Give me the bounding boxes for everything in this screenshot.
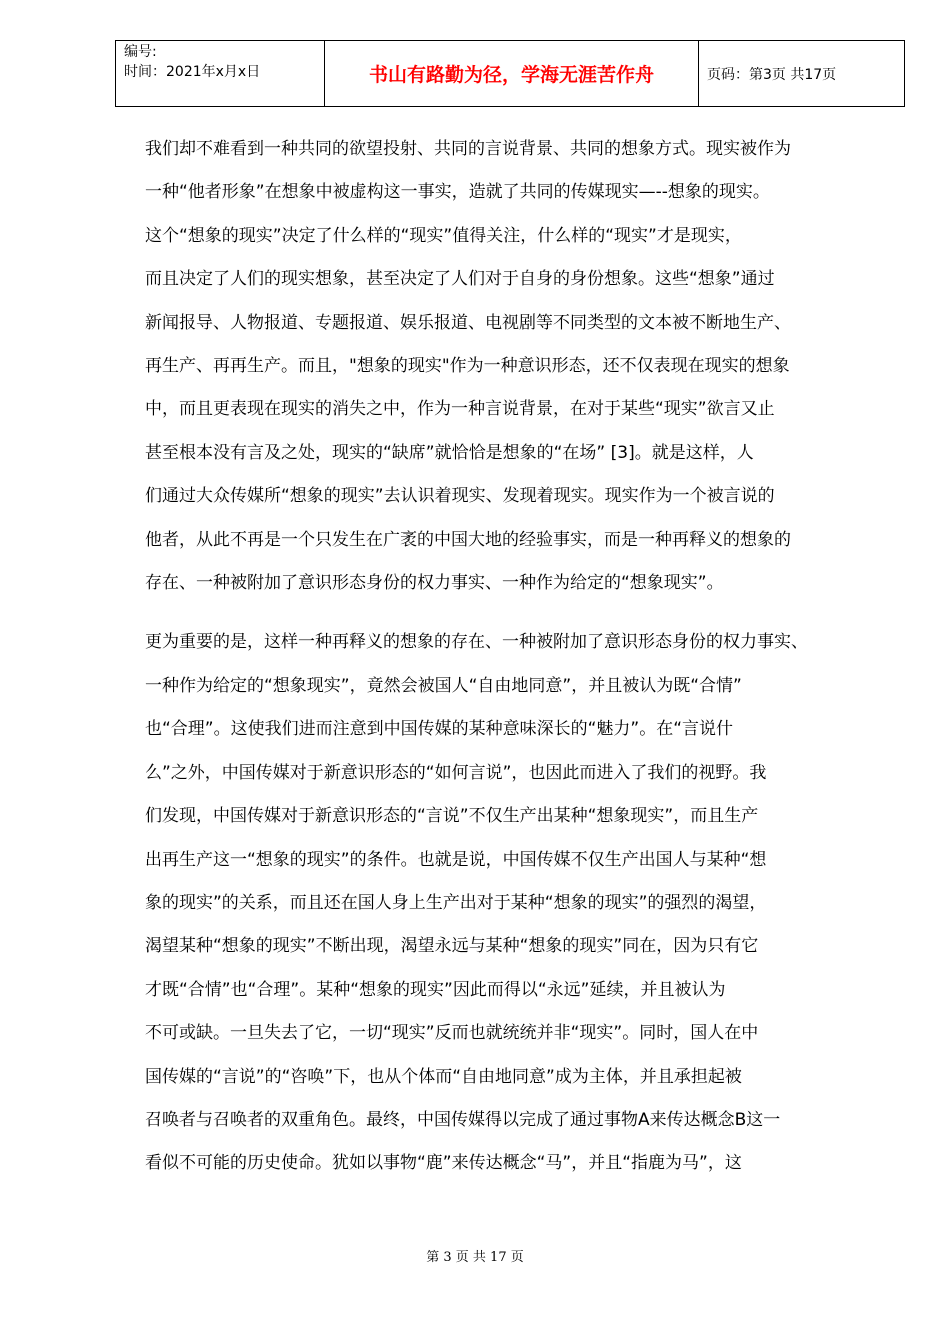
text-line: 也“合理”。这使我们进而注意到中国传媒的某种意味深长的“魅力”。在“言说什 [145, 719, 734, 740]
text-line: 们发现，中国传媒对于新意识形态的“言说”不仅生产出某种“想象现实”，而且生产 [145, 806, 759, 827]
paragraph-1 [145, 128, 877, 605]
text-line: 一种作为给定的“想象现实”，竟然会被国人“自由地同意”，并且被认为既“合情” [145, 675, 742, 696]
text-line: 而且决定了人们的现实想象，甚至决定了人们对于自身的身份想象。这些“想象”通过 [145, 269, 775, 290]
text-line: 不可或缺。一旦失去了它，一切“现实”反而也就统统并非“现实”。同时，国人在中 [145, 1023, 759, 1044]
text-line: 他者，从此不再是一个只发生在广袤的中国大地的经验事实，而是一种再释义的想象的 [145, 529, 791, 550]
page-label: 页码：第3页 共17页 [699, 41, 905, 107]
text-line: 象的现实”的关系，而且还在国人身上生产出对于某种“想象的现实”的强烈的渴望， [145, 892, 767, 913]
text-line: 国传媒的“言说”的“咨唤”下，也从个体而“自由地同意”成为主体，并且承担起被 [145, 1066, 742, 1087]
page-footer: 第 3 页 共 17 页 [426, 1250, 524, 1265]
code-label: 编号: [124, 44, 157, 60]
text-line: 存在、一种被附加了意识形态身份的权力事实、一种作为给定的“想象现实”。 [145, 573, 724, 594]
text-line: 我们却不难看到一种共同的欲望投射、共同的言说背景、共同的想象方式。现实被作为 [145, 139, 791, 159]
document-body [145, 128, 877, 1186]
text-line: 们通过大众传媒所“想象的现实”去认识着现实、发现着现实。现实作为一个被言说的 [145, 486, 775, 507]
text-line: 看似不可能的历史使命。犹如以事物“鹿”来传达概念“马”，并且“指鹿为马”，这 [145, 1153, 742, 1174]
text-line: 么”之外，中国传媒对于新意识形态的“如何言说”，也因此而进入了我们的视野。我 [145, 762, 767, 783]
header-table [115, 40, 905, 107]
text-line: 召唤者与召唤者的双重角色。最终，中国传媒得以完成了通过事物A来传达概念B这一 [145, 1109, 781, 1130]
paragraph-2 [145, 621, 877, 1185]
text-line: 甚至根本没有言及之处，现实的“缺席”就恰恰是想象的“在场” [3]。就是这样，人 [145, 442, 754, 463]
text-line: 更为重要的是，这样一种再释义的想象的存在、一种被附加了意识形态身份的权力事实、 [145, 632, 808, 653]
text-line: 才既“合情”也“合理”。某种“想象的现实”因此而得以“永远”延续，并且被认为 [145, 979, 726, 1000]
text-line: 这个“想象的现实”决定了什么样的“现实”值得关注，什么样的“现实”才是现实， [145, 225, 742, 246]
text-line: 出再生产这一“想象的现实”的条件。也就是说，中国传媒不仅生产出国人与某种“想 [145, 849, 767, 870]
text-line: 中，而且更表现在现实的消失之中，作为一种言说背景，在对于某些“现实”欲言又止 [145, 399, 775, 420]
time-label: 时间：2021年x月x日 [124, 64, 261, 80]
motto: 书山有路勤为径，学海无涯苦作舟 [325, 41, 699, 107]
text-line: 再生产、再再生产。而且，"想象的现实"作为一种意识形态，还不仅表现在现实的想象 [145, 356, 790, 377]
header-left-cell [116, 41, 325, 107]
text-line: 一种“他者形象”在想象中被虚构这一事实，造就了共同的传媒现实—--想象的现实。 [145, 182, 770, 203]
text-line: 新闻报导、人物报道、专题报道、娱乐报道、电视剧等不同类型的文本被不断地生产、 [145, 312, 791, 333]
text-line: 渴望某种“想象的现实”不断出现，渴望永远与某种“想象的现实”同在，因为只有它 [145, 936, 759, 957]
